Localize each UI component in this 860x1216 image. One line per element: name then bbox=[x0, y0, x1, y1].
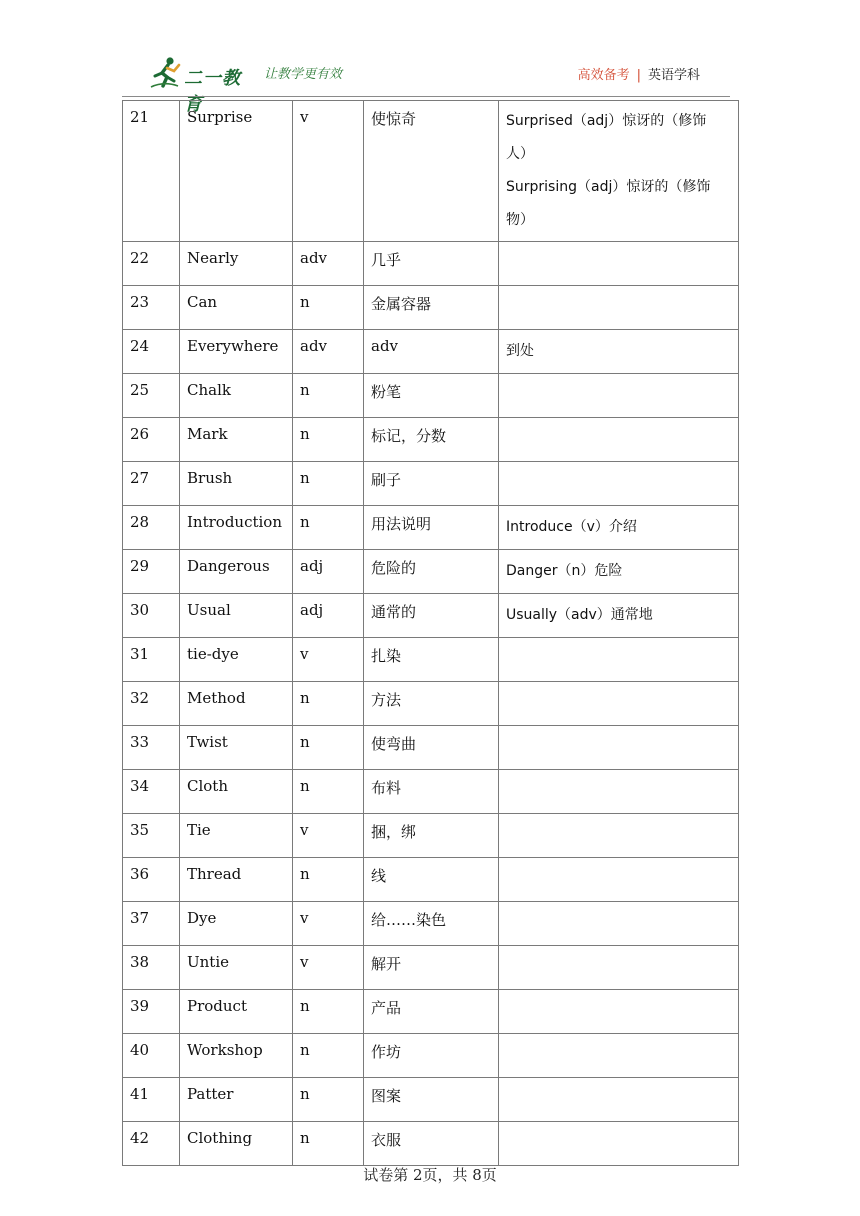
table-row bbox=[123, 1122, 739, 1166]
slogan: 让教学更有效 bbox=[264, 67, 343, 82]
part-of-speech-cell: adv bbox=[293, 242, 364, 286]
word-cell: tie-dye bbox=[180, 638, 293, 682]
row-number-cell: 23 bbox=[123, 286, 180, 330]
note-cell bbox=[499, 682, 739, 726]
note-cell bbox=[499, 418, 739, 462]
part-of-speech-cell: v bbox=[293, 902, 364, 946]
word-cell: Everywhere bbox=[180, 330, 293, 374]
table-row bbox=[123, 594, 739, 638]
part-of-speech-cell: adj bbox=[293, 594, 364, 638]
table-row bbox=[123, 1078, 739, 1122]
word-cell: Tie bbox=[180, 814, 293, 858]
table-row bbox=[123, 726, 739, 770]
table-row bbox=[123, 330, 739, 374]
note-cell bbox=[499, 1122, 739, 1166]
badge-text: 高效备考 bbox=[577, 68, 630, 83]
row-number-cell: 33 bbox=[123, 726, 180, 770]
note-cell bbox=[499, 462, 739, 506]
part-of-speech-cell: n bbox=[293, 1122, 364, 1166]
table-row bbox=[123, 286, 739, 330]
vocabulary-table bbox=[122, 100, 739, 1166]
note-cell: Surprised（adj）惊讶的（修饰人） Surprising（adj）惊讶的（修饰物） bbox=[499, 101, 739, 242]
part-of-speech-cell: n bbox=[293, 1034, 364, 1078]
meaning-cell: 给……染色 bbox=[364, 902, 499, 946]
row-number-cell: 21 bbox=[123, 101, 180, 242]
word-cell: Introduction bbox=[180, 506, 293, 550]
meaning-cell: 使弯曲 bbox=[364, 726, 499, 770]
table-row bbox=[123, 858, 739, 902]
row-number-cell: 34 bbox=[123, 770, 180, 814]
part-of-speech-cell: adv bbox=[293, 330, 364, 374]
table-row bbox=[123, 242, 739, 286]
word-cell: Workshop bbox=[180, 1034, 293, 1078]
part-of-speech-cell: n bbox=[293, 682, 364, 726]
note-cell: Usually（adv）通常地 bbox=[499, 594, 739, 638]
word-cell: Cloth bbox=[180, 770, 293, 814]
meaning-cell: 危险的 bbox=[364, 550, 499, 594]
row-number-cell: 39 bbox=[123, 990, 180, 1034]
page-header bbox=[122, 54, 730, 115]
part-of-speech-cell: n bbox=[293, 770, 364, 814]
note-cell: 到处 bbox=[499, 330, 739, 374]
part-of-speech-cell: n bbox=[293, 462, 364, 506]
meaning-cell: 解开 bbox=[364, 946, 499, 990]
meaning-cell: 方法 bbox=[364, 682, 499, 726]
word-cell: Nearly bbox=[180, 242, 293, 286]
meaning-cell: 使惊奇 bbox=[364, 101, 499, 242]
row-number-cell: 25 bbox=[123, 374, 180, 418]
meaning-cell: 布料 bbox=[364, 770, 499, 814]
meaning-cell: 图案 bbox=[364, 1078, 499, 1122]
part-of-speech-cell: v bbox=[293, 814, 364, 858]
row-number-cell: 38 bbox=[123, 946, 180, 990]
header-divider bbox=[122, 96, 730, 97]
meaning-cell: 产品 bbox=[364, 990, 499, 1034]
row-number-cell: 31 bbox=[123, 638, 180, 682]
note-cell bbox=[499, 286, 739, 330]
page-number: 试卷第 2页，共 8页 bbox=[363, 1166, 497, 1184]
row-number-cell: 36 bbox=[123, 858, 180, 902]
note-cell bbox=[499, 946, 739, 990]
note-cell bbox=[499, 858, 739, 902]
word-cell: Patter bbox=[180, 1078, 293, 1122]
part-of-speech-cell: v bbox=[293, 638, 364, 682]
part-of-speech-cell: n bbox=[293, 506, 364, 550]
part-of-speech-cell: n bbox=[293, 990, 364, 1034]
word-cell: Untie bbox=[180, 946, 293, 990]
meaning-cell: 几乎 bbox=[364, 242, 499, 286]
part-of-speech-cell: adj bbox=[293, 550, 364, 594]
table-row bbox=[123, 1034, 739, 1078]
part-of-speech-cell: n bbox=[293, 1078, 364, 1122]
row-number-cell: 28 bbox=[123, 506, 180, 550]
meaning-cell: 捆，绑 bbox=[364, 814, 499, 858]
table-row bbox=[123, 462, 739, 506]
logo-text: 二一教育 bbox=[184, 68, 241, 115]
note-cell bbox=[499, 1078, 739, 1122]
meaning-cell: 通常的 bbox=[364, 594, 499, 638]
part-of-speech-cell: n bbox=[293, 286, 364, 330]
subject-label: 英语学科 bbox=[647, 68, 700, 83]
note-cell: Introduce（v）介绍 bbox=[499, 506, 739, 550]
word-cell: Mark bbox=[180, 418, 293, 462]
table-row bbox=[123, 374, 739, 418]
word-cell: Usual bbox=[180, 594, 293, 638]
note-cell bbox=[499, 726, 739, 770]
word-cell: Thread bbox=[180, 858, 293, 902]
table-row bbox=[123, 682, 739, 726]
note-cell bbox=[499, 902, 739, 946]
table-row bbox=[123, 902, 739, 946]
logo bbox=[148, 56, 258, 115]
header-separator: | bbox=[636, 68, 641, 83]
table-row bbox=[123, 814, 739, 858]
word-cell: Method bbox=[180, 682, 293, 726]
part-of-speech-cell: v bbox=[293, 946, 364, 990]
meaning-cell: 刷子 bbox=[364, 462, 499, 506]
meaning-cell: 线 bbox=[364, 858, 499, 902]
table-row bbox=[123, 770, 739, 814]
part-of-speech-cell: n bbox=[293, 418, 364, 462]
note-cell bbox=[499, 990, 739, 1034]
part-of-speech-cell: v bbox=[293, 101, 364, 242]
row-number-cell: 27 bbox=[123, 462, 180, 506]
table-row bbox=[123, 990, 739, 1034]
meaning-cell: 扎染 bbox=[364, 638, 499, 682]
meaning-cell: 作坊 bbox=[364, 1034, 499, 1078]
table-row bbox=[123, 550, 739, 594]
meaning-cell: 用法说明 bbox=[364, 506, 499, 550]
table-row bbox=[123, 506, 739, 550]
word-cell: Can bbox=[180, 286, 293, 330]
word-cell: Product bbox=[180, 990, 293, 1034]
row-number-cell: 24 bbox=[123, 330, 180, 374]
row-number-cell: 26 bbox=[123, 418, 180, 462]
note-cell bbox=[499, 374, 739, 418]
table-row bbox=[123, 101, 739, 242]
row-number-cell: 29 bbox=[123, 550, 180, 594]
word-cell: Chalk bbox=[180, 374, 293, 418]
part-of-speech-cell: n bbox=[293, 374, 364, 418]
row-number-cell: 35 bbox=[123, 814, 180, 858]
meaning-cell: 金属容器 bbox=[364, 286, 499, 330]
meaning-cell: adv bbox=[364, 330, 499, 374]
row-number-cell: 32 bbox=[123, 682, 180, 726]
header-right bbox=[578, 64, 700, 83]
note-cell: Danger（n）危险 bbox=[499, 550, 739, 594]
note-cell bbox=[499, 1034, 739, 1078]
note-cell bbox=[499, 242, 739, 286]
meaning-cell: 粉笔 bbox=[364, 374, 499, 418]
row-number-cell: 40 bbox=[123, 1034, 180, 1078]
word-cell: Twist bbox=[180, 726, 293, 770]
part-of-speech-cell: n bbox=[293, 858, 364, 902]
note-cell bbox=[499, 770, 739, 814]
row-number-cell: 30 bbox=[123, 594, 180, 638]
row-number-cell: 22 bbox=[123, 242, 180, 286]
note-cell bbox=[499, 638, 739, 682]
meaning-cell: 衣服 bbox=[364, 1122, 499, 1166]
word-cell: Surprise bbox=[180, 101, 293, 242]
table-row bbox=[123, 638, 739, 682]
note-cell bbox=[499, 814, 739, 858]
row-number-cell: 37 bbox=[123, 902, 180, 946]
word-cell: Clothing bbox=[180, 1122, 293, 1166]
part-of-speech-cell: n bbox=[293, 726, 364, 770]
table-row bbox=[123, 946, 739, 990]
table-row bbox=[123, 418, 739, 462]
row-number-cell: 41 bbox=[123, 1078, 180, 1122]
word-cell: Dangerous bbox=[180, 550, 293, 594]
word-cell: Brush bbox=[180, 462, 293, 506]
vocabulary-table-body bbox=[123, 101, 739, 1166]
word-cell: Dye bbox=[180, 902, 293, 946]
runner-logo-icon bbox=[148, 56, 182, 90]
meaning-cell: 标记，分数 bbox=[364, 418, 499, 462]
row-number-cell: 42 bbox=[123, 1122, 180, 1166]
